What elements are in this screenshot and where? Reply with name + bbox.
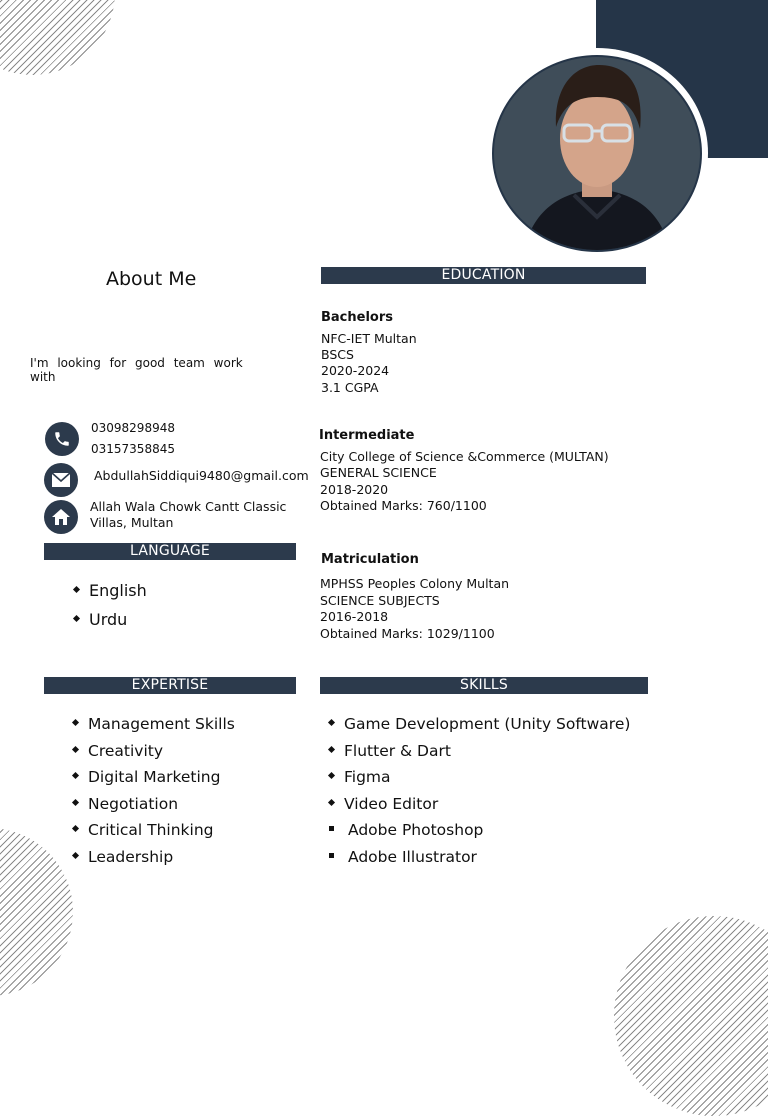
education-line: NFC-IET Multan (321, 331, 417, 346)
address-line-1: Allah Wala Chowk Cantt Classic (90, 499, 287, 514)
list-item: Adobe Photoshop (329, 817, 630, 844)
phone-icon (53, 430, 71, 448)
profile-photo (492, 55, 702, 252)
education-line: Obtained Marks: 760/1100 (320, 498, 487, 513)
email-address[interactable]: AbdullahSiddiqui9480@gmail.com (94, 468, 309, 483)
list-item: English (74, 578, 147, 607)
about-title: About Me (106, 268, 197, 290)
square-bullet-icon (329, 826, 334, 831)
expertise-list (73, 711, 235, 870)
bullet-icon (72, 851, 79, 858)
mail-icon-circle (44, 463, 78, 497)
education-line: 3.1 CGPA (321, 380, 379, 395)
skills-list (329, 711, 630, 870)
education-line: SCIENCE SUBJECTS (320, 593, 440, 608)
home-icon-circle (44, 500, 78, 534)
education-line: 2020-2024 (321, 363, 390, 378)
list-item: Leadership (73, 844, 235, 871)
list-item: Management Skills (73, 711, 235, 738)
language-list (74, 578, 147, 636)
person-silhouette-icon (494, 57, 700, 250)
education-heading-bachelors: Bachelors (321, 310, 393, 325)
education-line: City College of Science &Commerce (MULTAN) (320, 449, 609, 464)
address-line-2: Villas, Multan (90, 515, 174, 530)
about-text: I'm looking for good team work with (30, 356, 243, 384)
language-header: LANGUAGE (44, 543, 296, 560)
mail-icon (51, 472, 71, 488)
phone-number-2: 03157358845 (91, 442, 175, 456)
list-item: Adobe Illustrator (329, 844, 630, 871)
bullet-icon (328, 745, 335, 752)
list-item: Digital Marketing (73, 764, 235, 791)
decor-hatch-circle-bottom-right (614, 916, 768, 1116)
bullet-icon (73, 615, 80, 622)
list-item: Creativity (73, 738, 235, 765)
education-line: Obtained Marks: 1029/1100 (320, 626, 495, 641)
list-item: Video Editor (329, 791, 630, 818)
home-icon (51, 508, 71, 526)
list-item: Negotiation (73, 791, 235, 818)
bullet-icon (72, 719, 79, 726)
bullet-icon (328, 719, 335, 726)
list-item: Critical Thinking (73, 817, 235, 844)
list-item: Game Development (Unity Software) (329, 711, 630, 738)
bullet-icon (72, 825, 79, 832)
decor-hatch-circle-top-left (0, 0, 115, 75)
education-header: EDUCATION (321, 267, 646, 284)
list-item: Figma (329, 764, 630, 791)
skills-header: SKILLS (320, 677, 648, 694)
education-heading-intermediate: Intermediate (319, 428, 415, 443)
bullet-icon (328, 798, 335, 805)
education-line: 2018-2020 (320, 482, 389, 497)
bullet-icon (73, 586, 80, 593)
education-line: BSCS (321, 347, 354, 362)
phone-number-1: 03098298948 (91, 421, 175, 435)
education-line: GENERAL SCIENCE (320, 465, 437, 480)
bullet-icon (72, 745, 79, 752)
education-line: 2016-2018 (320, 609, 389, 624)
list-item: Flutter & Dart (329, 738, 630, 765)
decor-hatch-circle-left (0, 828, 73, 996)
education-line: MPHSS Peoples Colony Multan (320, 576, 510, 591)
square-bullet-icon (329, 853, 334, 858)
bullet-icon (328, 772, 335, 779)
education-heading-matriculation: Matriculation (321, 552, 419, 567)
list-item: Urdu (74, 607, 147, 636)
expertise-header: EXPERTISE (44, 677, 296, 694)
phone-icon-circle (45, 422, 79, 456)
bullet-icon (72, 772, 79, 779)
bullet-icon (72, 798, 79, 805)
